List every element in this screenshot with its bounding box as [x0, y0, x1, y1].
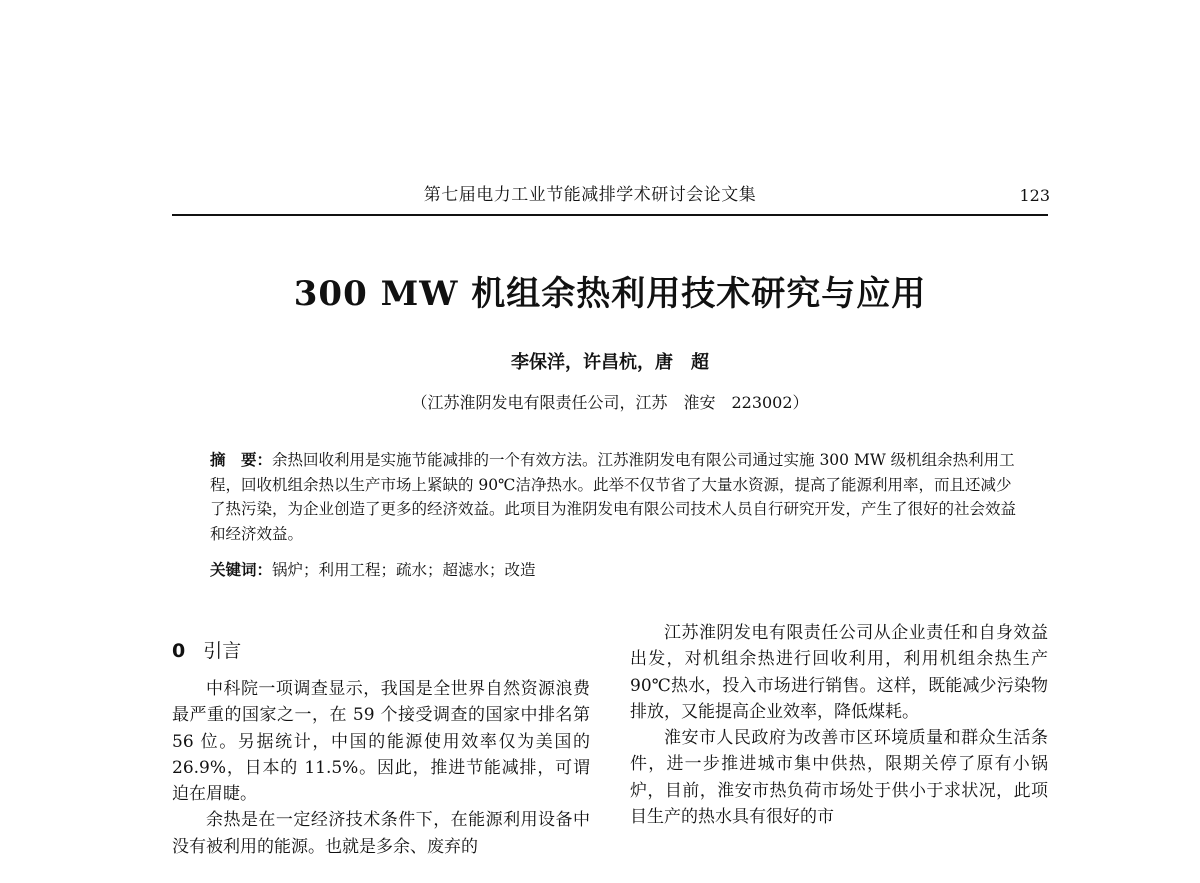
- author-list: 李保洋，许昌杭，唐 超: [511, 352, 709, 373]
- left-column: [172, 676, 590, 860]
- section-number: 0: [172, 640, 186, 662]
- journal-title: 第七届电力工业节能减排学术研讨会论文集: [423, 185, 757, 205]
- right-column: [630, 620, 1048, 830]
- abstract: [210, 448, 1026, 546]
- section-heading: [172, 636, 592, 663]
- keywords: [210, 558, 1026, 582]
- paragraph: 中科院一项调查显示，我国是全世界自然资源浪费最严重的国家之一，在 59 个接受调查的国家中排名第 56 位。另据统计，中国的能源使用效率仅为美国的 26.9%，日本的 11.5%。因此，推进节能减排，可谓迫在眉睫。: [172, 679, 590, 805]
- paragraph: 余热是在一定经济技术条件下，在能源利用设备中没有被利用的能源。也就是多余、废弃的: [172, 810, 590, 857]
- abstract-text: 余热回收利用是实施节能减排的一个有效方法。江苏淮阴发电有限公司通过实施 300 MW 级机组余热利用工程，回收机组余热以生产市场上紧缺的 90℃洁净热水。此举不仅节省了大量水资源，提高了能源利用率，而且还减少了热污染，为企业创造了更多的经济效益。此项目为淮阴发电有限公司技术人员自行研究开发，产生了很好的社会效益和经济效益。: [210, 451, 1017, 543]
- keywords-text: 锅炉；利用工程；疏水；超滤水；改造: [272, 561, 536, 579]
- paragraph: 淮安市人民政府为改善市区环境质量和群众生活条件，进一步推进城市集中供热，限期关停了原有小锅炉，目前，淮安市热负荷市场处于供小于求状况，此项目生产的热水具有很好的市: [630, 728, 1048, 828]
- paper-title: 300 MW 机组余热利用技术研究与应用: [293, 274, 927, 314]
- keywords-label: 关键词：: [210, 561, 273, 579]
- header-rule: [172, 214, 1048, 216]
- page-number: 123: [1019, 186, 1050, 205]
- abstract-label: 摘 要：: [210, 451, 273, 469]
- affiliation: （江苏淮阴发电有限责任公司，江苏 淮安 223002）: [411, 393, 809, 412]
- section-title: 引言: [203, 640, 242, 662]
- paragraph: 江苏淮阴发电有限责任公司从企业责任和自身效益出发，对机组余热进行回收利用，利用机组余热生产 90℃热水，投入市场进行销售。这样，既能减少污染物排放，又能提高企业效率，降低煤耗。: [630, 623, 1048, 722]
